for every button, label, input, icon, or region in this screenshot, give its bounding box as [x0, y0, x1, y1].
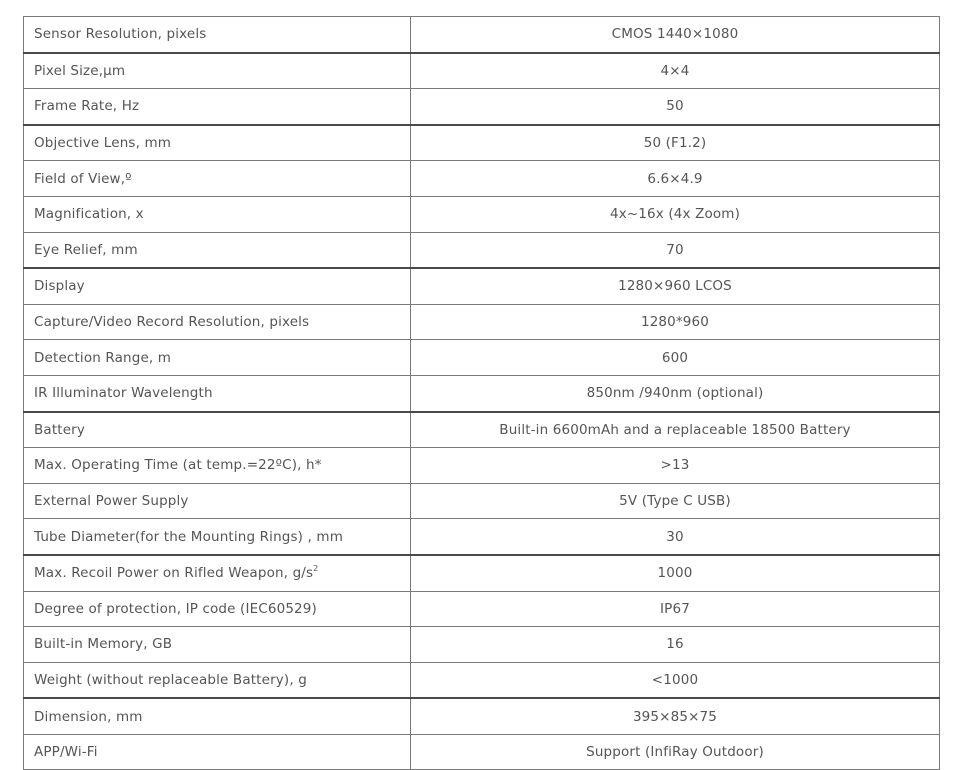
table-row [24, 125, 940, 161]
param-cell: Dimension, mm [24, 698, 411, 734]
value-cell: 4x~16x (4x Zoom) [411, 196, 940, 232]
table-row [24, 448, 940, 484]
param-cell: External Power Supply [24, 483, 411, 519]
param-cell: Max. Operating Time (at temp.=22ºC), h* [24, 448, 411, 484]
table-row [24, 304, 940, 340]
param-cell: APP/Wi-Fi [24, 734, 411, 770]
param-cell: Built-in Memory, GB [24, 627, 411, 663]
value-cell: 1280×960 LCOS [411, 268, 940, 304]
value-cell: 50 [411, 89, 940, 125]
value-cell: >13 [411, 448, 940, 484]
table-row [24, 17, 940, 53]
value-cell: 4×4 [411, 53, 940, 89]
param-cell: Pixel Size,μm [24, 53, 411, 89]
table-row [24, 196, 940, 232]
value-cell: 16 [411, 627, 940, 663]
param-cell: Sensor Resolution, pixels [24, 17, 411, 53]
value-cell: 30 [411, 519, 940, 555]
table-row [24, 89, 940, 125]
param-cell: Battery [24, 412, 411, 448]
param-cell: Tube Diameter(for the Mounting Rings) , mm [24, 519, 411, 555]
value-cell: IP67 [411, 591, 940, 627]
param-cell: Frame Rate, Hz [24, 89, 411, 125]
param-cell: Weight (without replaceable Battery), g [24, 662, 411, 698]
table-row [24, 53, 940, 89]
param-cell: Degree of protection, IP code (IEC60529) [24, 591, 411, 627]
value-cell: 850nm /940nm (optional) [411, 375, 940, 411]
table-row [24, 268, 940, 304]
value-cell: 70 [411, 232, 940, 268]
param-text: Max. Recoil Power on Rifled Weapon, g/s [34, 565, 314, 582]
value-cell: Support (InfiRay Outdoor) [411, 734, 940, 770]
spec-table [23, 16, 940, 770]
param-cell: Magnification, x [24, 196, 411, 232]
table-row [24, 555, 940, 591]
table-row [24, 161, 940, 197]
param-cell: Eye Relief, mm [24, 232, 411, 268]
value-cell: <1000 [411, 662, 940, 698]
table-row [24, 340, 940, 376]
spec-table-body [24, 17, 940, 770]
table-row [24, 662, 940, 698]
param-cell: Field of View,º [24, 161, 411, 197]
value-cell: 50 (F1.2) [411, 125, 940, 161]
value-cell: Built-in 6600mAh and a replaceable 18500 Battery [411, 412, 940, 448]
param-cell [24, 555, 411, 591]
table-row [24, 375, 940, 411]
value-cell: 5V (Type C USB) [411, 483, 940, 519]
table-row [24, 698, 940, 734]
param-cell: Display [24, 268, 411, 304]
value-cell: 395×85×75 [411, 698, 940, 734]
table-row [24, 627, 940, 663]
param-cell: Capture/Video Record Resolution, pixels [24, 304, 411, 340]
param-cell: Objective Lens, mm [24, 125, 411, 161]
table-row [24, 232, 940, 268]
table-row [24, 591, 940, 627]
table-row [24, 519, 940, 555]
param-cell: Detection Range, m [24, 340, 411, 376]
value-cell: 6.6×4.9 [411, 161, 940, 197]
value-cell: 1000 [411, 555, 940, 591]
table-row [24, 412, 940, 448]
table-row [24, 483, 940, 519]
superscript: 2 [313, 564, 319, 574]
param-cell: IR Illuminator Wavelength [24, 375, 411, 411]
value-cell: 600 [411, 340, 940, 376]
table-row [24, 734, 940, 770]
value-cell: 1280*960 [411, 304, 940, 340]
value-cell: CMOS 1440×1080 [411, 17, 940, 53]
